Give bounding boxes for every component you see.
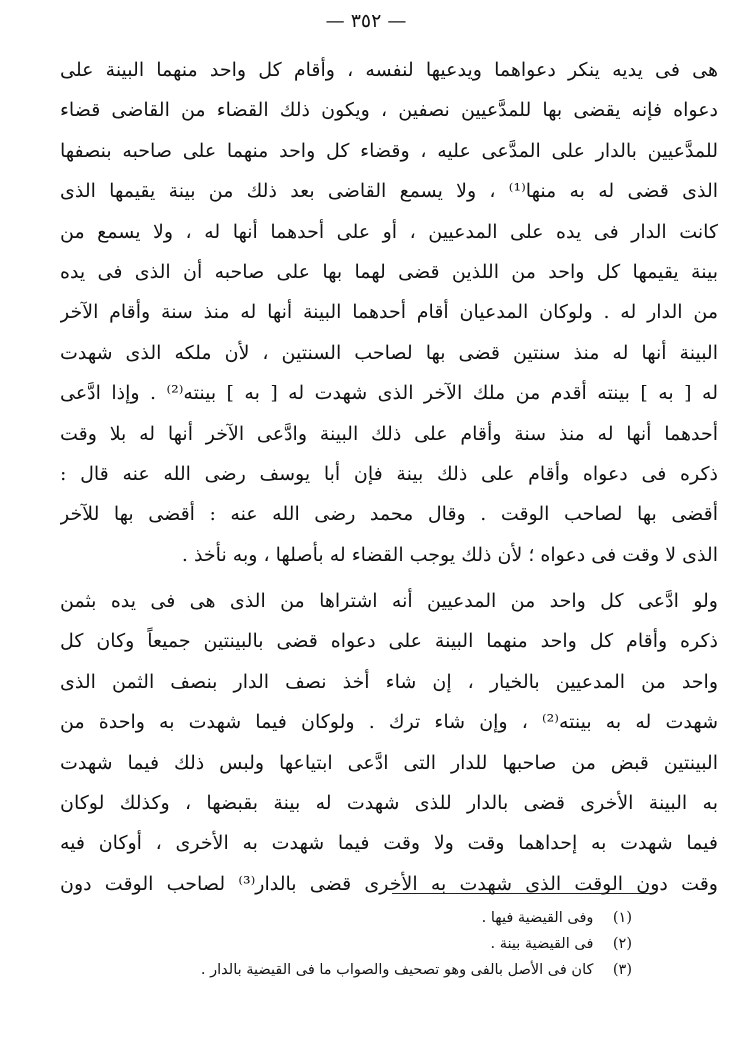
footnote-text: كان فى الأصل بالفى وهو تصحيف والصواب ما فى القيضية بالدار . xyxy=(200,962,594,978)
text-line: ذكره وأقام كل واحد منهما البينة على دعواه قضى بالبينتين جميعاً وكان كل xyxy=(60,630,718,653)
text-line: له [ به ] بينته أقدم من ملك الآخر الذى شهدت له [ به ] بينته⁽²⁾ . وإذا ادَّعى xyxy=(60,382,718,405)
text-line: دعواه فإنه يقضى بها للمدَّعيين نصفين ، ويكون ذلك القضاء من القاضى قضاء xyxy=(60,99,718,122)
footnote-text: وفى القيضية فيها . xyxy=(481,910,594,926)
text-line: ذكره فى دعواه وأقام على ذلك بينة فإن أبا يوسف رضى الله عنه قال : xyxy=(60,462,718,485)
text-line: فيما شهدت به إحداهما وقت ولا وقت فيما شهدت به الأخرى ، أوكان فيه xyxy=(60,832,718,855)
footnote-number: (١) xyxy=(612,910,632,926)
text-line: هى فى يديه ينكر دعواهما ويدعيها لنفسه ، وأقام كل واحد منهما البينة على xyxy=(60,59,718,81)
text-line: البينة أنها له منذ سنتين قضى بها لصاحب السنتين ، لأن ملكه الذى شهدت xyxy=(60,341,718,364)
text-line: البينتين قبض من صاحبها للدار التى ادَّعى ابتياعها ولبس ذلك فيما شهدت xyxy=(60,751,718,774)
text-line: أقضى بها لصاحب الوقت . وقال محمد رضى الله عنه : أقضى بها للآخر xyxy=(60,503,718,526)
footnote-text: فى القيضية بينة . xyxy=(490,936,594,952)
text-line: من الدار له . ولوكان المدعيان أقام أحدهما البينة أنها له منذ سنة وأقام الآخر xyxy=(60,301,718,324)
text-line: بينة يقيمها كل واحد من اللذين قضى لهما بها على صاحبه أن الذى فى يده xyxy=(60,260,718,283)
text-line: ولو ادَّعى كل واحد من المدعيين أنه اشتراها من الذى هى فى يده بثمن xyxy=(60,590,718,613)
page-number: — ٣٥٢ — xyxy=(325,10,407,32)
footnote-number: (٢) xyxy=(612,936,632,952)
text-line: أحدهما أنها له منذ سنة وأقام على ذلك البينة وادَّعى الآخر أنها له بلا وقت xyxy=(60,422,718,445)
text-line: وقت دون الوقت الذى شهدت به الأخرى قضى بالدار⁽³⁾ لصاحب الوقت دون xyxy=(60,872,718,895)
text-line: به البينة الأخرى قضى بالدار للذى شهدت له بينة بقبضها ، وكذلك لوكان xyxy=(60,792,718,815)
footnote-divider xyxy=(392,893,650,894)
footnote-number: (٣) xyxy=(612,962,632,978)
text-line: للمدَّعيين بالدار على المدَّعى عليه ، وقضاء كل واحد منهما على صاحبه بنصفها xyxy=(60,139,718,162)
footnote xyxy=(32,931,632,957)
text-line: واحد من المدعيين بالخيار ، إن شاء أخذ نصف الدار بنصف الثمن الذى xyxy=(60,670,718,693)
footnote xyxy=(32,905,632,931)
body-text xyxy=(60,50,718,904)
text-line: كانت الدار فى يده على المدعيين ، أو على أحدهما أنها له ، ولا يسمع من xyxy=(60,220,718,243)
footnotes xyxy=(32,905,632,983)
text-line: شهدت له به بينته⁽²⁾ ، وإن شاء ترك . ولوكان فيما شهدت به واحدة من xyxy=(60,711,718,734)
footnote xyxy=(32,957,632,983)
text-line: الذى لا وقت فى دعواه ؛ لأن ذلك يوجب القضاء له بأصلها ، وبه نأخذ . xyxy=(181,543,718,566)
text-line: الذى قضى له به منها⁽¹⁾ ، ولا يسمع القاضى بعد ذلك من بينة يقيمها الذى xyxy=(60,180,718,203)
